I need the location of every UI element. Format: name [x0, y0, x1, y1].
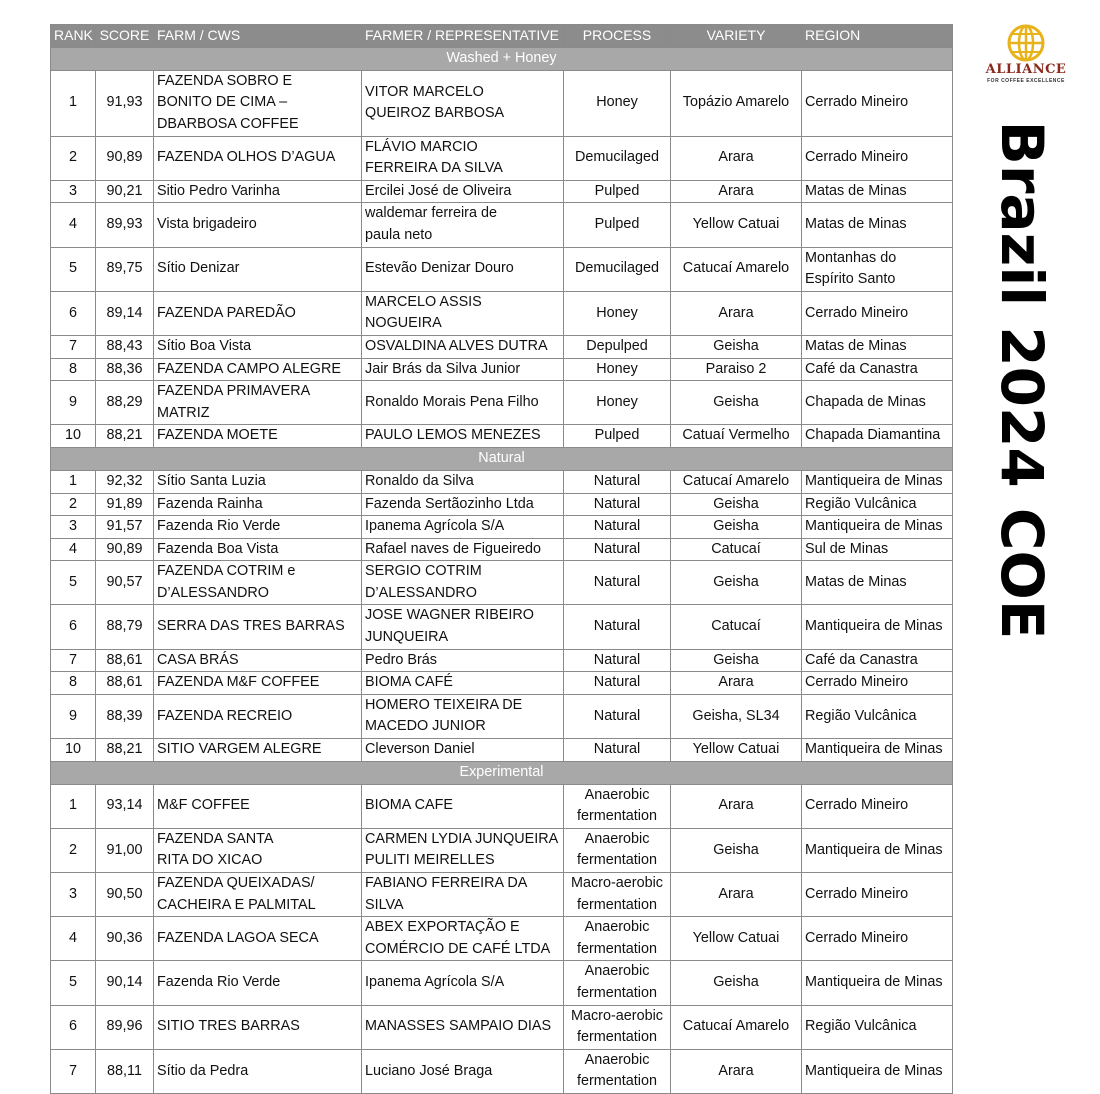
table-row: [51, 70, 953, 136]
score-cell: 89,14: [96, 291, 154, 335]
representative-cell: BIOMA CAFE: [362, 784, 564, 828]
variety-cell: Geisha, SL34: [671, 694, 802, 738]
table-row: [51, 961, 953, 1005]
process-cell: Macro-aerobic fermentation: [564, 873, 671, 917]
table-row: [51, 873, 953, 917]
representative-cell: Ipanema Agrícola S/A: [362, 516, 564, 539]
score-cell: 90,14: [96, 961, 154, 1005]
score-cell: 88,11: [96, 1049, 154, 1093]
representative-cell: OSVALDINA ALVES DUTRA: [362, 335, 564, 358]
variety-cell: Catucaí Amarelo: [671, 247, 802, 291]
table-row: [51, 605, 953, 649]
score-cell: 91,00: [96, 828, 154, 872]
representative-cell: Pedro Brás: [362, 649, 564, 672]
header-farm: FARM / CWS: [154, 25, 362, 48]
score-cell: 90,89: [96, 136, 154, 180]
table-row: [51, 516, 953, 539]
farm-cell: FAZENDA OLHOS D’AGUA: [154, 136, 362, 180]
region-cell: Mantiqueira de Minas: [802, 470, 953, 493]
region-cell: Cerrado Mineiro: [802, 291, 953, 335]
rank-cell: 7: [51, 649, 96, 672]
variety-cell: Arara: [671, 873, 802, 917]
process-cell: Anaerobic fermentation: [564, 961, 671, 1005]
rank-cell: 9: [51, 694, 96, 738]
section-title: Natural: [51, 447, 953, 470]
results-table: [50, 24, 953, 1094]
process-cell: Macro-aerobic fermentation: [564, 1005, 671, 1049]
variety-cell: Geisha: [671, 516, 802, 539]
region-cell: Matas de Minas: [802, 180, 953, 203]
region-cell: Matas de Minas: [802, 203, 953, 247]
score-cell: 91,57: [96, 516, 154, 539]
score-cell: 90,57: [96, 561, 154, 605]
header-process: PROCESS: [564, 25, 671, 48]
region-cell: Mantiqueira de Minas: [802, 739, 953, 762]
rank-cell: 1: [51, 784, 96, 828]
representative-cell: Ronaldo da Silva: [362, 470, 564, 493]
process-cell: Honey: [564, 381, 671, 425]
rank-cell: 2: [51, 493, 96, 516]
variety-cell: Geisha: [671, 561, 802, 605]
table-row: [51, 1005, 953, 1049]
representative-cell: HOMERO TEIXEIRA DE MACEDO JUNIOR: [362, 694, 564, 738]
region-cell: Sul de Minas: [802, 538, 953, 561]
rank-cell: 4: [51, 203, 96, 247]
process-cell: Natural: [564, 538, 671, 561]
process-cell: Demucilaged: [564, 247, 671, 291]
farm-cell: FAZENDA SOBRO E BONITO DE CIMA – DBARBOSA COFFEE: [154, 70, 362, 136]
table-row: [51, 649, 953, 672]
alliance-logo-name: ALLIANCE: [985, 62, 1067, 77]
farm-cell: FAZENDA SANTA RITA DO XICAO: [154, 828, 362, 872]
variety-cell: Paraiso 2: [671, 358, 802, 381]
variety-cell: Arara: [671, 1049, 802, 1093]
variety-cell: Geisha: [671, 493, 802, 516]
table-row: [51, 381, 953, 425]
score-cell: 88,43: [96, 335, 154, 358]
region-cell: Café da Canastra: [802, 649, 953, 672]
representative-cell: Jair Brás da Silva Junior: [362, 358, 564, 381]
process-cell: Honey: [564, 291, 671, 335]
table-row: [51, 561, 953, 605]
farm-cell: Fazenda Rainha: [154, 493, 362, 516]
farm-cell: Fazenda Rio Verde: [154, 961, 362, 1005]
rank-cell: 4: [51, 538, 96, 561]
rank-cell: 1: [51, 70, 96, 136]
process-cell: Pulped: [564, 425, 671, 448]
table-row: [51, 136, 953, 180]
region-cell: Cerrado Mineiro: [802, 873, 953, 917]
table-row: [51, 538, 953, 561]
variety-cell: Arara: [671, 672, 802, 695]
section-title: Washed + Honey: [51, 47, 953, 70]
region-cell: Cerrado Mineiro: [802, 70, 953, 136]
score-cell: 88,79: [96, 605, 154, 649]
process-cell: Natural: [564, 672, 671, 695]
representative-cell: BIOMA CAFÉ: [362, 672, 564, 695]
score-cell: 88,29: [96, 381, 154, 425]
rank-cell: 5: [51, 961, 96, 1005]
score-cell: 90,21: [96, 180, 154, 203]
table-row: [51, 425, 953, 448]
score-cell: 88,39: [96, 694, 154, 738]
header-region: REGION: [802, 25, 953, 48]
table-row: [51, 1049, 953, 1093]
region-cell: Mantiqueira de Minas: [802, 605, 953, 649]
table-row: [51, 358, 953, 381]
variety-cell: Catucaí Amarelo: [671, 470, 802, 493]
table-row: [51, 917, 953, 961]
region-cell: Cerrado Mineiro: [802, 672, 953, 695]
representative-cell: Ercilei José de Oliveira: [362, 180, 564, 203]
process-cell: Natural: [564, 649, 671, 672]
region-cell: Chapada Diamantina: [802, 425, 953, 448]
process-cell: Anaerobic fermentation: [564, 1049, 671, 1093]
representative-cell: MARCELO ASSIS NOGUEIRA: [362, 291, 564, 335]
variety-cell: Geisha: [671, 649, 802, 672]
region-cell: Região Vulcânica: [802, 1005, 953, 1049]
variety-cell: Catucaí Amarelo: [671, 1005, 802, 1049]
rank-cell: 6: [51, 605, 96, 649]
table-row: [51, 493, 953, 516]
score-cell: 90,89: [96, 538, 154, 561]
rank-cell: 3: [51, 516, 96, 539]
farm-cell: Sítio Denizar: [154, 247, 362, 291]
section-title: Experimental: [51, 761, 953, 784]
table-row: [51, 203, 953, 247]
variety-cell: Geisha: [671, 961, 802, 1005]
rank-cell: 7: [51, 335, 96, 358]
variety-cell: Yellow Catuai: [671, 917, 802, 961]
farm-cell: SITIO VARGEM ALEGRE: [154, 739, 362, 762]
rank-cell: 9: [51, 381, 96, 425]
representative-cell: JOSE WAGNER RIBEIRO JUNQUEIRA: [362, 605, 564, 649]
process-cell: Demucilaged: [564, 136, 671, 180]
variety-cell: Catucaí: [671, 538, 802, 561]
representative-cell: MANASSES SAMPAIO DIAS: [362, 1005, 564, 1049]
region-cell: Chapada de Minas: [802, 381, 953, 425]
table-row: [51, 672, 953, 695]
region-cell: Montanhas do Espírito Santo: [802, 247, 953, 291]
table-row: [51, 180, 953, 203]
process-cell: Natural: [564, 605, 671, 649]
farm-cell: Sitio Pedro Varinha: [154, 180, 362, 203]
score-cell: 89,93: [96, 203, 154, 247]
farm-cell: SITIO TRES BARRAS: [154, 1005, 362, 1049]
process-cell: Natural: [564, 470, 671, 493]
process-cell: Natural: [564, 493, 671, 516]
representative-cell: Rafael naves de Figueiredo: [362, 538, 564, 561]
region-cell: Mantiqueira de Minas: [802, 516, 953, 539]
process-cell: Anaerobic fermentation: [564, 917, 671, 961]
score-cell: 90,36: [96, 917, 154, 961]
region-cell: Região Vulcânica: [802, 694, 953, 738]
farm-cell: Sítio Boa Vista: [154, 335, 362, 358]
table-row: [51, 828, 953, 872]
variety-cell: Catucaí: [671, 605, 802, 649]
table-row: [51, 335, 953, 358]
representative-cell: CARMEN LYDIA JUNQUEIRA PULITI MEIRELLES: [362, 828, 564, 872]
region-cell: Mantiqueira de Minas: [802, 828, 953, 872]
farm-cell: Fazenda Rio Verde: [154, 516, 362, 539]
representative-cell: Ipanema Agrícola S/A: [362, 961, 564, 1005]
header-rank: RANK: [51, 25, 96, 48]
representative-cell: PAULO LEMOS MENEZES: [362, 425, 564, 448]
variety-cell: Arara: [671, 784, 802, 828]
score-cell: 92,32: [96, 470, 154, 493]
score-cell: 89,96: [96, 1005, 154, 1049]
variety-cell: Geisha: [671, 335, 802, 358]
farm-cell: Fazenda Boa Vista: [154, 538, 362, 561]
representative-cell: VITOR MARCELO QUEIROZ BARBOSA: [362, 70, 564, 136]
rank-cell: 2: [51, 828, 96, 872]
process-cell: Honey: [564, 358, 671, 381]
process-cell: Natural: [564, 739, 671, 762]
farm-cell: SERRA DAS TRES BARRAS: [154, 605, 362, 649]
representative-cell: waldemar ferreira de paula neto: [362, 203, 564, 247]
rank-cell: 8: [51, 358, 96, 381]
table-row: [51, 470, 953, 493]
representative-cell: FLÁVIO MARCIO FERREIRA DA SILVA: [362, 136, 564, 180]
score-cell: 93,14: [96, 784, 154, 828]
section-header-row: [51, 47, 953, 70]
farm-cell: M&F COFFEE: [154, 784, 362, 828]
score-cell: 88,21: [96, 425, 154, 448]
process-cell: Anaerobic fermentation: [564, 784, 671, 828]
representative-cell: Ronaldo Morais Pena Filho: [362, 381, 564, 425]
representative-cell: Luciano José Braga: [362, 1049, 564, 1093]
rank-cell: 2: [51, 136, 96, 180]
score-cell: 91,93: [96, 70, 154, 136]
rank-cell: 10: [51, 425, 96, 448]
variety-cell: Yellow Catuai: [671, 739, 802, 762]
variety-cell: Arara: [671, 291, 802, 335]
representative-cell: FABIANO FERREIRA DA SILVA: [362, 873, 564, 917]
farm-cell: FAZENDA MOETE: [154, 425, 362, 448]
representative-cell: Estevão Denizar Douro: [362, 247, 564, 291]
rank-cell: 5: [51, 247, 96, 291]
process-cell: Pulped: [564, 180, 671, 203]
process-cell: Depulped: [564, 335, 671, 358]
process-cell: Natural: [564, 561, 671, 605]
farm-cell: FAZENDA CAMPO ALEGRE: [154, 358, 362, 381]
representative-cell: SERGIO COTRIM D’ALESSANDRO: [362, 561, 564, 605]
region-cell: Matas de Minas: [802, 561, 953, 605]
score-cell: 88,36: [96, 358, 154, 381]
header-representative: FARMER / REPRESENTATIVE: [362, 25, 564, 48]
table-header-row: [51, 25, 953, 48]
table-row: [51, 739, 953, 762]
table-row: [51, 247, 953, 291]
farm-cell: Vista brigadeiro: [154, 203, 362, 247]
score-cell: 89,75: [96, 247, 154, 291]
representative-cell: Cleverson Daniel: [362, 739, 564, 762]
table-row: [51, 784, 953, 828]
rank-cell: 5: [51, 561, 96, 605]
farm-cell: Sítio da Pedra: [154, 1049, 362, 1093]
variety-cell: Catuaí Vermelho: [671, 425, 802, 448]
representative-cell: ABEX EXPORTAÇÃO E COMÉRCIO DE CAFÉ LTDA: [362, 917, 564, 961]
score-cell: 90,50: [96, 873, 154, 917]
region-cell: Região Vulcânica: [802, 493, 953, 516]
region-cell: Mantiqueira de Minas: [802, 961, 953, 1005]
process-cell: Natural: [564, 694, 671, 738]
rank-cell: 10: [51, 739, 96, 762]
variety-cell: Yellow Catuai: [671, 203, 802, 247]
process-cell: Honey: [564, 70, 671, 136]
rank-cell: 7: [51, 1049, 96, 1093]
section-header-row: [51, 761, 953, 784]
alliance-logo-tagline: FOR COFFEE EXCELLENCE: [987, 78, 1065, 84]
farm-cell: FAZENDA PRIMAVERA MATRIZ: [154, 381, 362, 425]
variety-cell: Arara: [671, 180, 802, 203]
farm-cell: FAZENDA COTRIM e D’ALESSANDRO: [154, 561, 362, 605]
farm-cell: FAZENDA PAREDÃO: [154, 291, 362, 335]
variety-cell: Geisha: [671, 381, 802, 425]
variety-cell: Topázio Amarelo: [671, 70, 802, 136]
rank-cell: 4: [51, 917, 96, 961]
score-cell: 91,89: [96, 493, 154, 516]
variety-cell: Geisha: [671, 828, 802, 872]
region-cell: Cerrado Mineiro: [802, 917, 953, 961]
rank-cell: 3: [51, 180, 96, 203]
region-cell: Café da Canastra: [802, 358, 953, 381]
process-cell: Natural: [564, 516, 671, 539]
rank-cell: 6: [51, 1005, 96, 1049]
rank-cell: 8: [51, 672, 96, 695]
rank-cell: 3: [51, 873, 96, 917]
table-row: [51, 694, 953, 738]
farm-cell: FAZENDA RECREIO: [154, 694, 362, 738]
header-score: SCORE: [96, 25, 154, 48]
region-cell: Matas de Minas: [802, 335, 953, 358]
score-cell: 88,21: [96, 739, 154, 762]
farm-cell: CASA BRÁS: [154, 649, 362, 672]
score-cell: 88,61: [96, 672, 154, 695]
farm-cell: FAZENDA M&F COFFEE: [154, 672, 362, 695]
table-body: [51, 47, 953, 1093]
table-row: [51, 291, 953, 335]
score-cell: 88,61: [96, 649, 154, 672]
region-cell: Cerrado Mineiro: [802, 136, 953, 180]
farm-cell: FAZENDA LAGOA SECA: [154, 917, 362, 961]
farm-cell: Sítio Santa Luzia: [154, 470, 362, 493]
page-title: Brazil 2024 COE: [988, 120, 1056, 640]
rank-cell: 1: [51, 470, 96, 493]
variety-cell: Arara: [671, 136, 802, 180]
header-variety: VARIETY: [671, 25, 802, 48]
process-cell: Anaerobic fermentation: [564, 828, 671, 872]
section-header-row: [51, 447, 953, 470]
rank-cell: 6: [51, 291, 96, 335]
farm-cell: FAZENDA QUEIXADAS/ CACHEIRA E PALMITAL: [154, 873, 362, 917]
process-cell: Pulped: [564, 203, 671, 247]
region-cell: Cerrado Mineiro: [802, 784, 953, 828]
region-cell: Mantiqueira de Minas: [802, 1049, 953, 1093]
representative-cell: Fazenda Sertãozinho Ltda: [362, 493, 564, 516]
